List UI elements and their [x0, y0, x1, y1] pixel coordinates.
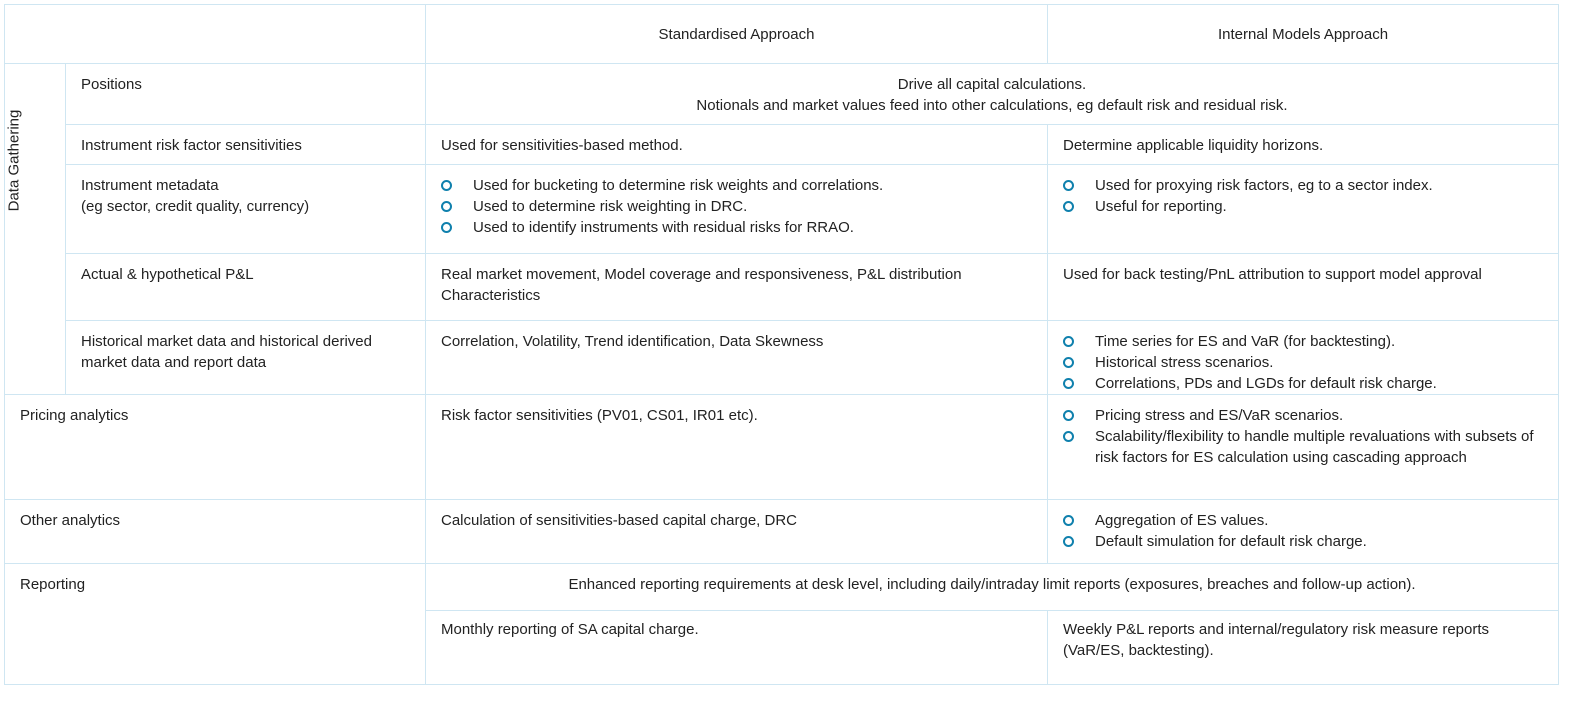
reporting-sa: Monthly reporting of SA capital charge. [426, 611, 1048, 685]
instrument-metadata-ima-list [1063, 175, 1543, 217]
row-risk-factor-sensitivities [5, 125, 1559, 165]
positions-shared-cell [426, 64, 1559, 125]
pricing-analytics-sa: Risk factor sensitivities (PV01, CS01, IR01 etc). [426, 395, 1048, 500]
row-label-pricing-analytics: Pricing analytics [5, 395, 426, 500]
header-row [5, 5, 1559, 64]
list-item: Used for bucketing to determine risk weights and correlations. [441, 175, 1032, 196]
list-item: Pricing stress and ES/VaR scenarios. [1063, 405, 1543, 426]
comparison-table [4, 4, 1559, 685]
list-item: Default simulation for default risk charge. [1063, 531, 1543, 552]
list-item: Correlations, PDs and LGDs for default risk charge. [1063, 373, 1543, 394]
instrument-metadata-line-2: (eg sector, credit quality, currency) [81, 198, 310, 215]
row-positions [5, 64, 1559, 125]
data-gathering-label: Data Gathering [5, 109, 23, 212]
actual-hypothetical-pl-sa: Real market movement, Model coverage and responsiveness, P&L distribution Characteristics [426, 254, 1048, 321]
list-item: Used for proxying risk factors, eg to a sector index. [1063, 175, 1543, 196]
header-standardised-approach: Standardised Approach [426, 5, 1048, 64]
historical-market-data-sa: Correlation, Volatility, Trend identification, Data Skewness [426, 321, 1048, 395]
other-analytics-sa: Calculation of sensitivities-based capital charge, DRC [426, 500, 1048, 564]
row-historical-market-data [5, 321, 1559, 395]
row-label-reporting: Reporting [5, 564, 426, 685]
risk-factor-sensitivities-ima: Determine applicable liquidity horizons. [1048, 125, 1559, 165]
positions-line-1: Drive all capital calculations. [897, 76, 1087, 93]
row-label-historical-market-data: Historical market data and historical derived market data and report data [66, 321, 426, 395]
header-empty-cell [5, 5, 426, 64]
other-analytics-ima-list [1063, 510, 1543, 552]
row-actual-hypothetical-pl [5, 254, 1559, 321]
risk-factor-sensitivities-sa: Used for sensitivities-based method. [426, 125, 1048, 165]
row-instrument-metadata [5, 165, 1559, 254]
pricing-analytics-ima [1048, 395, 1559, 500]
list-item: Useful for reporting. [1063, 196, 1543, 217]
instrument-metadata-sa [426, 165, 1048, 254]
data-gathering-group-cell [5, 64, 66, 395]
historical-market-data-ima [1048, 321, 1559, 395]
instrument-metadata-line-1: Instrument metadata [81, 177, 219, 194]
actual-hypothetical-pl-ima: Used for back testing/PnL attribution to support model approval [1048, 254, 1559, 321]
list-item: Used to identify instruments with residual risks for RRAO. [441, 217, 1032, 238]
list-item: Time series for ES and VaR (for backtesting). [1063, 331, 1543, 352]
positions-line-2: Notionals and market values feed into other calculations, eg default risk and residual risk. [696, 97, 1288, 114]
historical-market-data-ima-list [1063, 331, 1543, 394]
reporting-ima: Weekly P&L reports and internal/regulatory risk measure reports (VaR/ES, backtesting). [1048, 611, 1559, 685]
row-label-instrument-metadata [66, 165, 426, 254]
row-reporting [5, 564, 1559, 611]
row-pricing-analytics [5, 395, 1559, 500]
list-item: Historical stress scenarios. [1063, 352, 1543, 373]
row-label-other-analytics: Other analytics [5, 500, 426, 564]
list-item: Aggregation of ES values. [1063, 510, 1543, 531]
other-analytics-ima [1048, 500, 1559, 564]
header-internal-models-approach: Internal Models Approach [1048, 5, 1559, 64]
reporting-shared-cell: Enhanced reporting requirements at desk level, including daily/intraday limit reports (exposures, breaches and follow-up action). [426, 564, 1559, 611]
list-item: Used to determine risk weighting in DRC. [441, 196, 1032, 217]
list-item: Scalability/flexibility to handle multiple revaluations with subsets of risk factors for ES calculation using cascading approach [1063, 426, 1543, 468]
instrument-metadata-sa-list [441, 175, 1032, 238]
row-other-analytics [5, 500, 1559, 564]
row-label-actual-hypothetical-pl: Actual & hypothetical P&L [66, 254, 426, 321]
row-label-positions: Positions [66, 64, 426, 125]
pricing-analytics-ima-list [1063, 405, 1543, 468]
row-label-risk-factor-sensitivities: Instrument risk factor sensitivities [66, 125, 426, 165]
instrument-metadata-ima [1048, 165, 1559, 254]
